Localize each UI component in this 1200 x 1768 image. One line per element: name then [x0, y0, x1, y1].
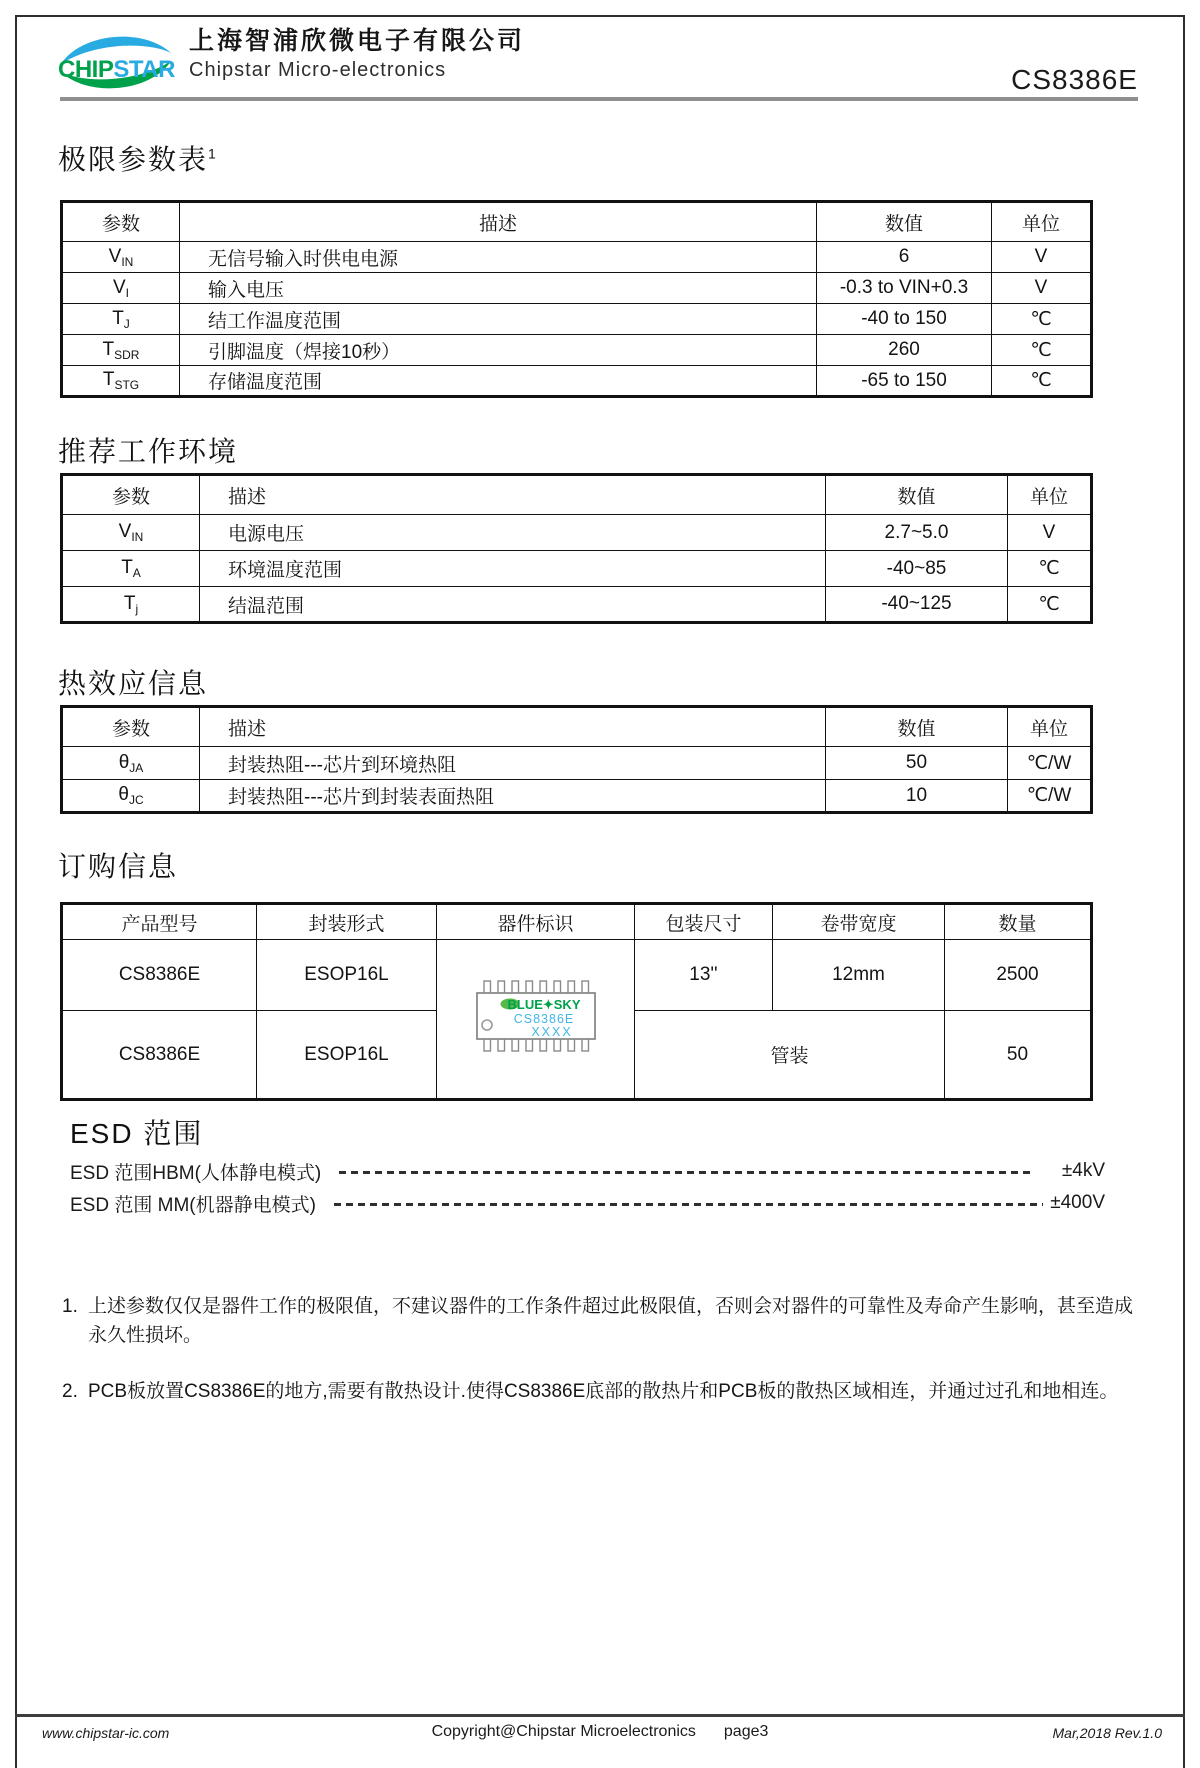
- value-cell: 6: [817, 242, 992, 273]
- chip-lot-text: XXXX: [530, 1025, 573, 1039]
- note-number: 1.: [62, 1296, 78, 1317]
- col-header-value: 数值: [826, 475, 1008, 515]
- unit-cell: ℃/W: [1008, 780, 1092, 813]
- company-name-en: Chipstar Micro-electronics: [189, 59, 447, 82]
- desc-cell: 无信号输入时供电电源: [180, 242, 817, 273]
- value-cell: -65 to 150: [817, 366, 992, 397]
- footer-copyright: Copyright@Chipstar Microelectronics page3: [431, 1723, 769, 1740]
- header: [55, 26, 1138, 98]
- col-header-marking: 器件标识: [437, 904, 635, 940]
- col-header-desc: 描述: [180, 202, 817, 242]
- unit-cell: ℃: [992, 366, 1092, 397]
- unit-cell: ℃: [1008, 551, 1092, 587]
- dashed-leader: [334, 1203, 1043, 1206]
- limits-table: [60, 200, 1093, 398]
- esd-section: [70, 1155, 1105, 1219]
- chipstar-logo-icon: [55, 26, 177, 98]
- desc-cell: 结温范围: [200, 587, 826, 623]
- param-cell: $V_{IN}$: [62, 242, 180, 273]
- table-row: [62, 304, 1092, 335]
- col-header-desc: 描述: [200, 707, 826, 747]
- pack-merged-cell: 管装: [635, 1011, 945, 1100]
- col-header-tape-width: 卷带宽度: [773, 904, 945, 940]
- col-header-param: 参数: [62, 707, 200, 747]
- table-row: [62, 335, 1092, 366]
- col-header-value: 数值: [817, 202, 992, 242]
- param-cell: $T_A$: [62, 551, 200, 587]
- value-cell: 10: [826, 780, 1008, 813]
- col-header-param: 参数: [62, 202, 180, 242]
- param-cell: $T_{SDR}$: [62, 335, 180, 366]
- chip-part-text: CS8386E: [513, 1012, 574, 1026]
- unit-cell: V: [1008, 515, 1092, 551]
- pin1-dot-icon: [482, 1020, 492, 1030]
- desc-cell: 结工作温度范围: [180, 304, 817, 335]
- param-cell: $T_J$: [62, 304, 180, 335]
- chip-brand-text: BLUE✦SKY: [506, 997, 581, 1012]
- section-title-ordering: 订购信息: [58, 851, 179, 882]
- section-title-esd: ESD 范围: [70, 1118, 204, 1149]
- esd-mm-value: ±400V: [1050, 1192, 1105, 1213]
- value-cell: -40~85: [826, 551, 1008, 587]
- table-row: [62, 551, 1092, 587]
- table-header-row: [62, 707, 1092, 747]
- col-header-param: 参数: [62, 475, 200, 515]
- esd-hbm-value: ±4kV: [1061, 1160, 1105, 1181]
- table-header-row: [62, 904, 1092, 940]
- part-cell: CS8386E: [62, 940, 257, 1011]
- table-row: [62, 747, 1092, 780]
- param-cell: $\theta_{JC}$: [62, 780, 200, 813]
- ordering-table: [60, 902, 1093, 1101]
- dashed-leader: [339, 1171, 1033, 1174]
- col-header-pack-size: 包装尺寸: [635, 904, 773, 940]
- col-header-unit: 单位: [1008, 707, 1092, 747]
- note-text: 上述参数仅仅是器件工作的极限值，不建议器件的工作条件超过此极限值，否则会对器件的可靠性及寿命产生影响，甚至造成永久性损坏。: [88, 1296, 1134, 1347]
- recommended-table: [60, 473, 1093, 624]
- chip-package-drawing: [472, 978, 600, 1054]
- col-header-part: 产品型号: [62, 904, 257, 940]
- desc-cell: 环境温度范围: [200, 551, 826, 587]
- unit-cell: ℃: [992, 335, 1092, 366]
- footer-website: www.chipstar-ic.com: [42, 1725, 170, 1741]
- table-row: [62, 587, 1092, 623]
- footer-divider-rule: [15, 1714, 1185, 1717]
- esd-line-hbm: [70, 1155, 1105, 1187]
- table-row: [62, 780, 1092, 813]
- desc-cell: 封装热阻---芯片到封装表面热阻: [200, 780, 826, 813]
- package-cell: ESOP16L: [257, 940, 437, 1011]
- unit-cell: ℃: [992, 304, 1092, 335]
- value-cell: -40 to 150: [817, 304, 992, 335]
- table-row: [62, 366, 1092, 397]
- pack-size-cell: 13'': [635, 940, 773, 1011]
- note-text: PCB板放置CS8386E的地方,需要有散热设计.使得CS8386E底部的散热片和PCB板的散热区域相连，并通过过孔和地相连。: [88, 1381, 1119, 1402]
- unit-cell: ℃/W: [1008, 747, 1092, 780]
- footer-page-number: page3: [723, 1723, 769, 1740]
- unit-cell: V: [992, 242, 1092, 273]
- param-cell: $V_{IN}$: [62, 515, 200, 551]
- part-cell: CS8386E: [62, 1011, 257, 1100]
- value-cell: 260: [817, 335, 992, 366]
- col-header-unit: 单位: [1008, 475, 1092, 515]
- table-row: [62, 940, 1092, 1011]
- value-cell: -40~125: [826, 587, 1008, 623]
- chip-marking-cell: [437, 940, 635, 1100]
- col-header-package: 封装形式: [257, 904, 437, 940]
- desc-cell: 存储温度范围: [180, 366, 817, 397]
- part-number: CS8386E: [1011, 64, 1138, 95]
- param-cell: $\theta_{JA}$: [62, 747, 200, 780]
- value-cell: -0.3 to VIN+0.3: [817, 273, 992, 304]
- desc-cell: 引脚温度（焊接10秒）: [180, 335, 817, 366]
- unit-cell: ℃: [1008, 587, 1092, 623]
- header-divider-rule: [60, 97, 1138, 101]
- section-title-thermal: 热效应信息: [58, 668, 209, 699]
- table-header-row: [62, 202, 1092, 242]
- desc-cell: 输入电压: [180, 273, 817, 304]
- qty-cell: 2500: [945, 940, 1092, 1011]
- thermal-table: [60, 705, 1093, 814]
- company-name-cn: 上海智浦欣微电子有限公司: [189, 27, 526, 55]
- company-name-block: [189, 26, 525, 82]
- tape-width-cell: 12mm: [773, 940, 945, 1011]
- table-row: [62, 273, 1092, 304]
- col-header-value: 数值: [826, 707, 1008, 747]
- section-title-limits: 极限参数表$^1$: [58, 144, 218, 175]
- qty-cell: 50: [945, 1011, 1092, 1100]
- param-cell: $T_j$: [62, 587, 200, 623]
- title-footnote-sup: 1: [208, 145, 218, 162]
- footer: [0, 1722, 1200, 1752]
- esd-hbm-label: ESD 范围HBM(人体静电模式): [70, 1162, 322, 1184]
- table-row: [62, 515, 1092, 551]
- footer-date-revision: Mar,2018 Rev.1.0: [1052, 1725, 1162, 1741]
- section-title-recommended: 推荐工作环境: [58, 436, 239, 467]
- param-cell: $V_I$: [62, 273, 180, 304]
- table-row: [62, 242, 1092, 273]
- note-number: 2.: [62, 1381, 78, 1402]
- unit-cell: V: [992, 273, 1092, 304]
- col-header-desc: 描述: [200, 475, 826, 515]
- col-header-qty: 数量: [945, 904, 1092, 940]
- esd-mm-label: ESD 范围 MM(机器静电模式): [70, 1194, 316, 1216]
- desc-cell: 封装热阻---芯片到环境热阻: [200, 747, 826, 780]
- value-cell: 50: [826, 747, 1008, 780]
- param-cell: $T_{STG}$: [62, 366, 180, 397]
- table-header-row: [62, 475, 1092, 515]
- esd-line-mm: [70, 1187, 1105, 1219]
- note-1: [62, 1292, 1144, 1351]
- package-cell: ESOP16L: [257, 1011, 437, 1100]
- value-cell: 2.7~5.0: [826, 515, 1008, 551]
- logo-wordmark: CHIPSTAR: [58, 56, 175, 83]
- col-header-unit: 单位: [992, 202, 1092, 242]
- desc-cell: 电源电压: [200, 515, 826, 551]
- note-2: [62, 1377, 1144, 1406]
